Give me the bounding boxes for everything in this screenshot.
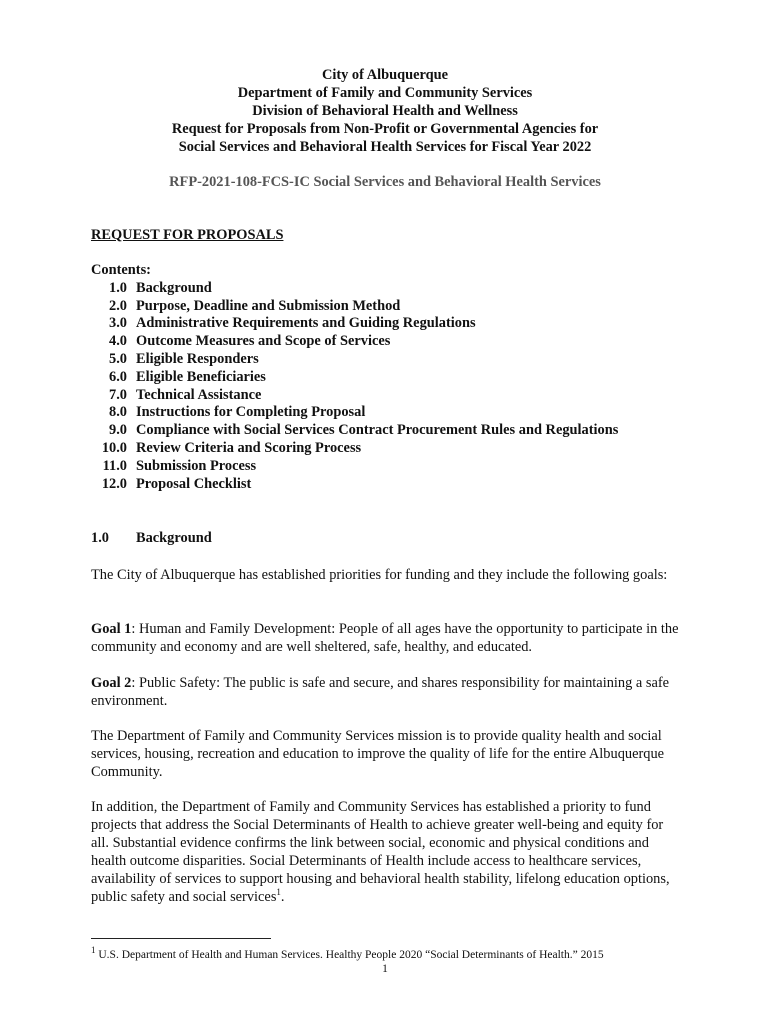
footnote-reference: 1 [276, 887, 281, 898]
toc-item [91, 387, 618, 405]
toc-item-title: Submission Process [136, 457, 257, 474]
rfp-heading: REQUEST FOR PROPOSALS [91, 227, 284, 243]
toc-item [91, 369, 618, 387]
section-heading-background [91, 530, 212, 547]
toc-item-number: 2.0 [109, 297, 127, 314]
toc-item-number: 4.0 [109, 333, 127, 350]
toc-item [91, 458, 618, 476]
toc-item [91, 280, 618, 298]
header-request-title: Request for Proposals from Non-Profit or Governmental Agencies for [171, 121, 599, 137]
toc-item-number: 7.0 [109, 386, 127, 403]
toc-item [91, 440, 618, 458]
goal-2-text: : Public Safety: The public is safe and secure, and shares responsibility for maintaining a safe environment. [91, 675, 670, 709]
header-request-subtitle: Social Services and Behavioral Health Services for Fiscal Year 2022 [178, 139, 592, 155]
header-division: Division of Behavioral Health and Wellness [252, 103, 518, 119]
toc-item-title: Instructions for Completing Proposal [136, 404, 366, 421]
toc-item [91, 315, 618, 333]
toc-item [91, 422, 618, 440]
toc-item [91, 333, 618, 351]
toc-item [91, 351, 618, 369]
toc-item-number: 12.0 [101, 475, 127, 492]
toc-item-title: Eligible Responders [136, 350, 259, 367]
goal-2-label: Goal 2 [91, 675, 132, 691]
footnote-divider [91, 938, 271, 939]
toc-item-number: 9.0 [109, 422, 127, 439]
toc-item-number: 1.0 [109, 279, 127, 296]
toc-item-title: Compliance with Social Services Contract Procurement Rules and Regulations [136, 422, 619, 439]
toc-item-number: 3.0 [109, 315, 127, 332]
toc-item [91, 298, 618, 316]
toc-item [91, 404, 618, 422]
toc-item-title: Review Criteria and Scoring Process [136, 439, 362, 456]
toc-item-number: 5.0 [109, 350, 127, 367]
goal-1-paragraph [91, 620, 681, 656]
toc-item-number: 8.0 [109, 404, 127, 421]
section-title: Background [136, 530, 212, 546]
footnote-mark: 1 [91, 945, 96, 956]
toc-item-number: 6.0 [109, 368, 127, 385]
toc-item-title: Proposal Checklist [136, 475, 252, 492]
table-of-contents [91, 262, 618, 493]
footnote [91, 945, 604, 962]
goal-2-paragraph [91, 674, 681, 710]
priority-text: In addition, the Department of Family and Community Services has established a priority to fund projects that address the Social Determinants of Health to achieve greater well-being and equity for all. Substantial evidence confirms the link between social, economic and physical conditions and health outcome disparities. Social Determinants of Health include access to healthcare services, availability of services to support housing and behavioral health stability, lifelong education options, public safety and social services [91, 799, 670, 905]
toc-item-title: Purpose, Deadline and Submission Method [136, 297, 401, 314]
header-city: City of Albuquerque [321, 67, 449, 83]
toc-item-title: Administrative Requirements and Guiding Regulations [136, 315, 476, 332]
priority-end: . [280, 889, 285, 905]
toc-item-title: Background [136, 279, 212, 296]
toc-item [91, 476, 618, 494]
toc-item-title: Eligible Beneficiaries [136, 368, 266, 385]
footnote-text: U.S. Department of Health and Human Services. Healthy People 2020 “Social Determinants of Health.” 2015 [95, 949, 604, 961]
rfp-number: RFP-2021-108-FCS-IC Social Services and Behavioral Health Services [169, 174, 601, 190]
goal-1-text: : Human and Family Development: People of all ages have the opportunity to participate in the community and economy and are well sheltered, safe, healthy, and educated. [91, 621, 679, 655]
page-number: 1 [382, 963, 388, 975]
toc-item-number: 11.0 [102, 457, 127, 474]
contents-label: Contents: [91, 262, 151, 278]
mission-paragraph: The Department of Family and Community Services mission is to provide quality health and social services, housing, recreation and education to improve the quality of life for the entire Albuquerque Community. [91, 728, 665, 780]
goal-1-label: Goal 1 [91, 621, 132, 637]
header-department: Department of Family and Community Services [237, 85, 533, 101]
priority-paragraph [91, 798, 681, 906]
document-header [0, 66, 770, 156]
toc-item-title: Outcome Measures and Scope of Services [136, 333, 391, 350]
section-number: 1.0 [91, 530, 109, 546]
intro-paragraph: The City of Albuquerque has established priorities for funding and they include the following goals: [91, 567, 668, 583]
toc-item-title: Technical Assistance [136, 386, 262, 403]
toc-item-number: 10.0 [101, 439, 127, 456]
